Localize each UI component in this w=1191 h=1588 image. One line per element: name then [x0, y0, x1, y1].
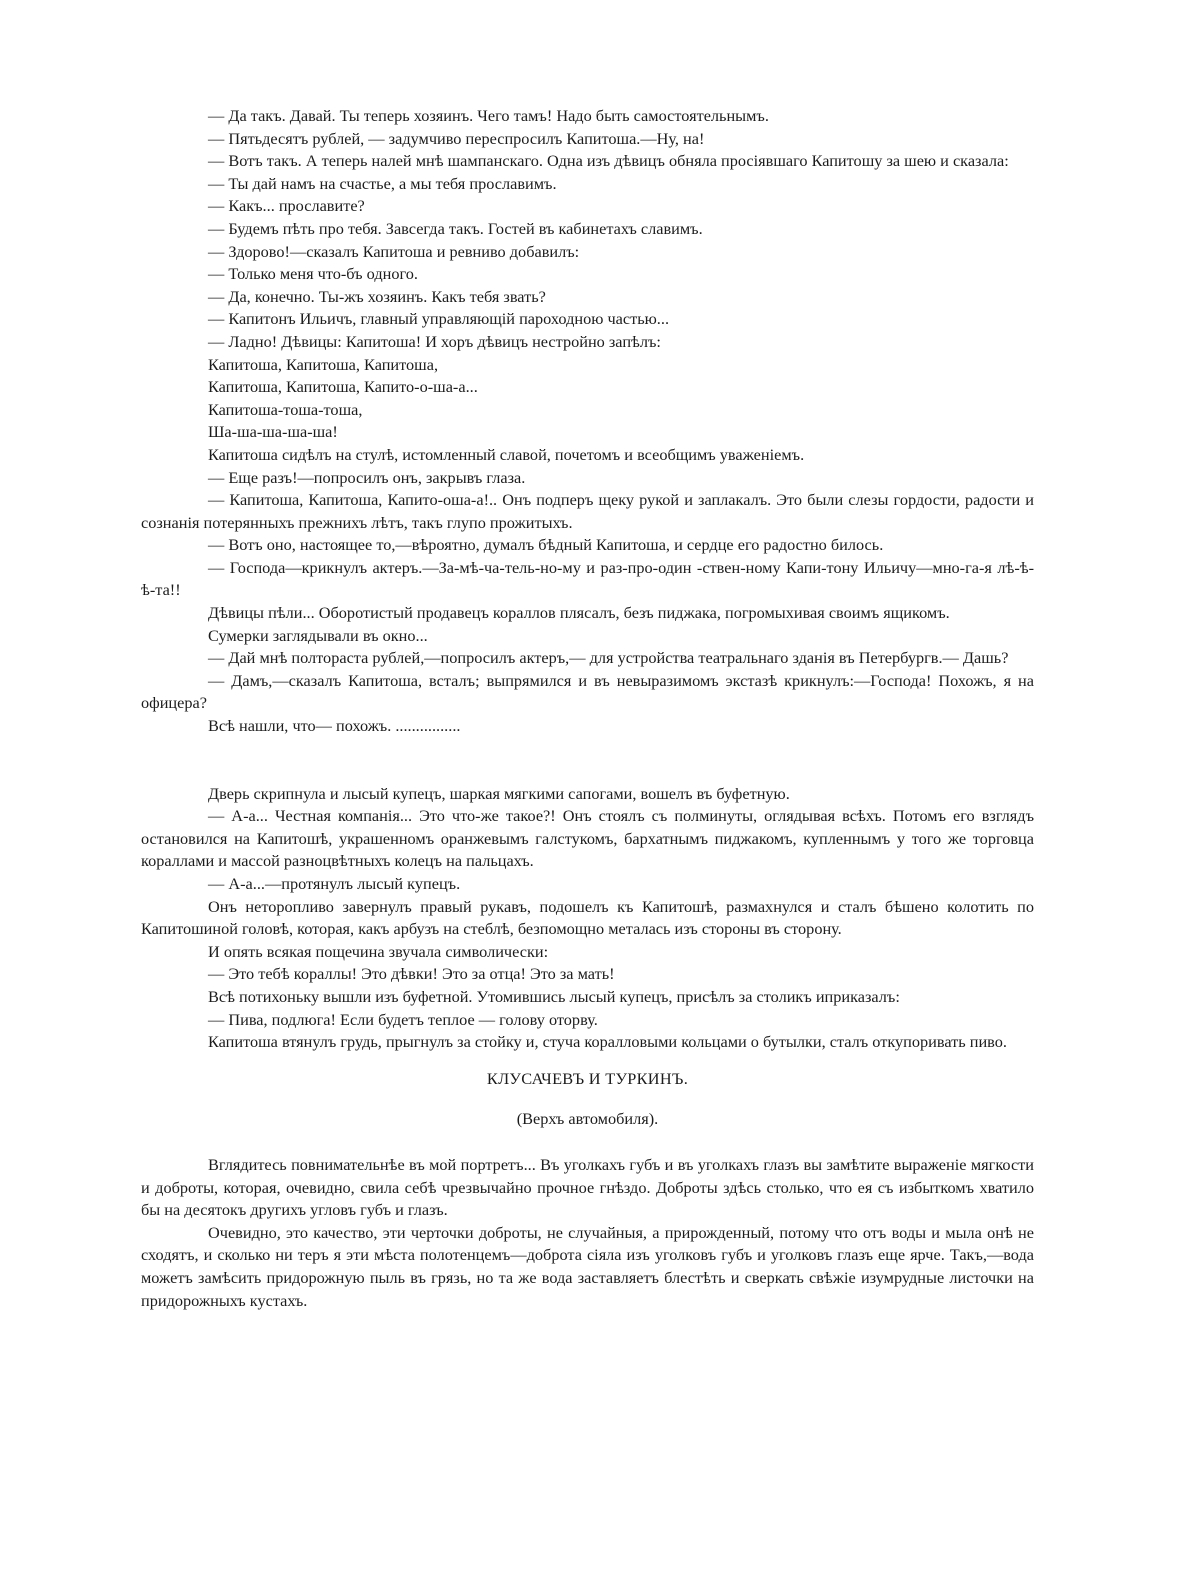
paragraph: Дѣвицы пѣли... Оборотистый продавецъ кораллов плясалъ, безъ пиджака, погромыхивая своимъ ящикомъ. — [208, 603, 950, 623]
paragraph: Очевидно, это качество, эти черточки доброты, не случайныя, а прирожденный, потому что отъ воды и мыла онѣ не сходятъ, и сколько ни теръ я эти мѣста полотенцемъ—доброта сіяла изъ уголковъ губъ и уголковъ глазъ еще ярче. Такъ,—вода можетъ замѣсить придорожную пыль въ грязь, но та же вода заставляетъ блестѣть и сверкать свѣжіе изумрудные листочки на придорожныхъ кустахъ. — [141, 1222, 1034, 1310]
paragraph: Капитоша втянулъ грудь, прыгнулъ за стойку и, стуча коралловыми кольцами о бутылки, сталъ откупоривать пиво. — [208, 1032, 1007, 1052]
paragraph: — Какъ... прославите? — [208, 196, 365, 216]
paragraph: — Здорово!—сказалъ Капитоша и ревниво добавилъ: — [208, 241, 580, 261]
paragraph: Сумерки заглядывали въ окно... — [208, 625, 428, 645]
paragraph: — Да такъ. Давай. Ты теперь хозяинъ. Чего тамъ! Надо быть самостоятельнымъ. — [208, 106, 769, 125]
paragraph: — Только меня что-бъ одного. — [208, 264, 418, 284]
paragraph: Капитоша сидѣлъ на стулѣ, истомленный славой, почетомъ и всеобщимъ уваженіемъ. — [208, 444, 805, 464]
paragraph: — Пятьдесятъ рублей, — задумчиво переспросилъ Капитоша.—Ну, на! — [208, 128, 705, 148]
book-page — [141, 105, 1034, 1312]
chapter-title: КЛУСАЧЕВЪ И ТУРКИНЪ. — [486, 1068, 689, 1088]
verse-line: Ша-ша-ша-ша-ша! — [208, 422, 338, 442]
paragraph: Всѣ потихоньку вышли изъ буфетной. Утомившись лысый купецъ, присѣлъ за столикъ иприказалъ: — [208, 986, 900, 1006]
paragraph: — А-а... Честная компанія... Это что-же такое?! Онъ стоялъ съ полминуты, оглядывая всѣхъ. Потомъ его взглядъ остановился на Капитошѣ, украшенномъ оранжевымъ галстукомъ, бархатнымъ пиджакомъ, купленнымъ у того же торговца кораллами и массой разноцвѣтныхъ колецъ на пальцахъ. — [141, 806, 1034, 871]
paragraph: — Ладно! Дѣвицы: Капитоша! И хоръ дѣвицъ нестройно запѣлъ: — [208, 331, 661, 351]
dialogue-section-2 — [141, 444, 1034, 738]
paragraph: — Будемъ пѣть про тебя. Завсегда такъ. Гостей въ кабинетахъ славимъ. — [208, 218, 703, 238]
paragraph: — Пива, подлюга! Если будетъ теплое — голову оторву. — [208, 1009, 598, 1029]
paragraph: — Вотъ оно, настоящее то,—вѣроятно, думалъ бѣдный Капитоша, и сердце его радостно билось. — [208, 535, 884, 555]
section-break — [141, 738, 1034, 783]
dialogue-section-1 — [141, 105, 1034, 354]
narrative-section-4 — [141, 1154, 1034, 1312]
paragraph: Онъ неторопливо завернулъ правый рукавъ, подошелъ къ Капитошѣ, размахнулся и сталъ бѣшено колотить по Капитошиной головѣ, которая, какъ арбузъ на стеблѣ, безпомощно металась изъ стороны въ сторону. — [141, 896, 1034, 939]
song-verse — [141, 354, 1034, 444]
paragraph: — Это тебѣ кораллы! Это дѣвки! Это за отца! Это за мать! — [208, 964, 615, 984]
paragraph: — Еще разъ!—попросилъ онъ, закрывъ глаза. — [208, 467, 526, 487]
paragraph: — А-а...—протянулъ лысый купецъ. — [208, 874, 461, 893]
chapter-subtitle: (Верхъ автомобиля). — [516, 1109, 659, 1129]
paragraph: И опять всякая пощечина звучала символически: — [208, 941, 549, 961]
paragraph: — Да, конечно. Ты-жъ хозяинъ. Какъ тебя звать? — [208, 286, 546, 306]
paragraph: Дверь скрипнула и лысый купецъ, шаркая мягкими сапогами, вошелъ въ буфетную. — [208, 783, 790, 803]
verse-line: Капитоша, Капитоша, Капито-о-ша-а... — [208, 377, 478, 397]
paragraph: — Вотъ такъ. А теперь налей мнѣ шампанскаго. Одна изъ дѣвицъ обняла просіявшаго Капитошу за шею и сказала: — [208, 151, 1009, 171]
paragraph: Вглядитесь повнимательнѣе въ мой портретъ... Въ уголкахъ губъ и въ уголкахъ глазъ вы замѣтите выраженіе мягкости и доброты, которая, очевидно, свила себѣ чрезвычайно прочное гнѣздо. Доброты здѣсь столько, что ея съ избыткомъ хватило бы на десятокъ другихъ угловъ губъ и глазъ. — [141, 1154, 1034, 1220]
paragraph: — Ты дай намъ на счастье, а мы тебя прославимъ. — [208, 173, 557, 193]
paragraph: — Господа—крикнулъ актеръ.—За-мѣ-ча-тель-но-му и раз-про-один -ствен-ному Капи-тону Ильичу—мно-га-я лѣ-ѣ-ѣ-та!! — [141, 557, 1034, 600]
paragraph: Всѣ нашли, что— похожъ. ................ — [208, 716, 461, 736]
paragraph: — Дамъ,—сказалъ Капитоша, всталъ; выпрямился и въ невыразимомъ экстазѣ крикнулъ:—Господа! Похожъ, я на офицера? — [141, 670, 1034, 713]
verse-line: Капитоша-тоша-тоша, — [208, 399, 363, 419]
paragraph: — Капитонъ Ильичъ, главный управляющій пароходною частью... — [208, 309, 670, 329]
narrative-section-3 — [141, 783, 1034, 1054]
paragraph: — Капитоша, Капитоша, Капито-оша-а!.. Онъ подперъ щеку рукой и заплакалъ. Это были слезы гордости, радости и сознанія потерянныхъ прежнихъ лѣтъ, такъ глупо прожитыхъ. — [141, 490, 1034, 532]
verse-line: Капитоша, Капитоша, Капитоша, — [208, 354, 439, 374]
paragraph: — Дай мнѣ полтораста рублей,—попросилъ актеръ,— для устройства театральнаго зданія въ Петербургв.— Дашь? — [208, 648, 1009, 668]
